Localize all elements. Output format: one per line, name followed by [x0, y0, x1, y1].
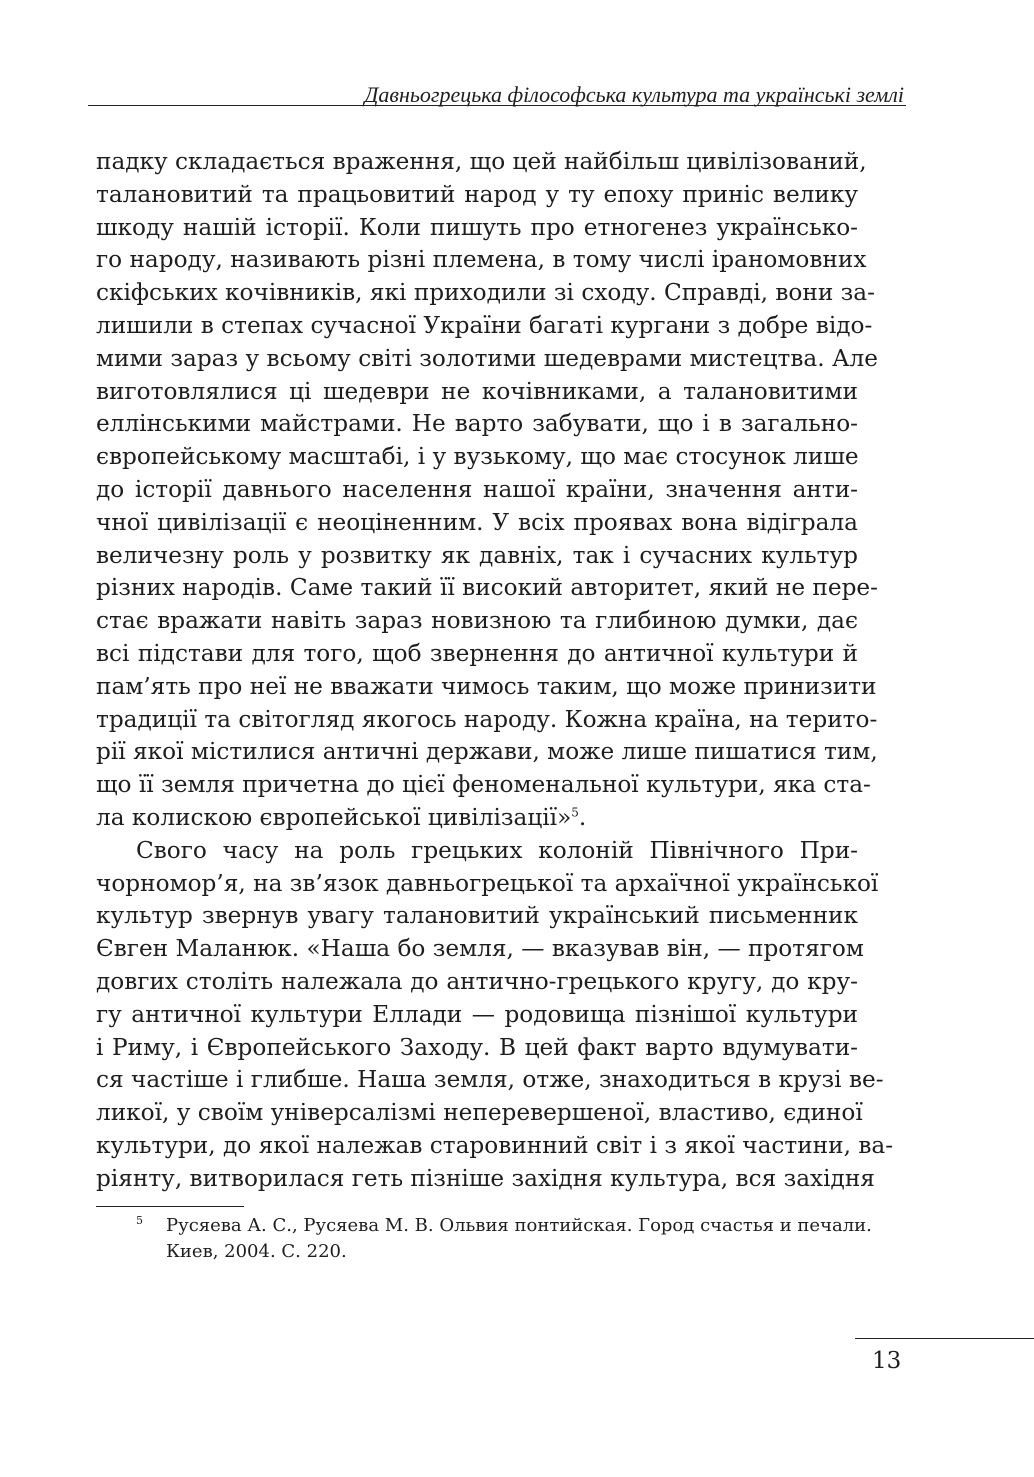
footnote-text: Русяева А. С., Русяева М. В. Ольвия понтийская. Город счастья и печали.: [166, 1215, 872, 1236]
text-line: еллінськими майстрами. Не варто забувати, що і в загально-: [96, 410, 858, 438]
text-line: падку складається враження, що цей найбільш цивілізований,: [96, 148, 867, 175]
sentence-period: .: [578, 803, 587, 831]
header-rule: [88, 105, 906, 106]
footnote-reference[interactable]: 5: [571, 805, 579, 820]
text-line: стає вражати навіть зараз новизною та глибиною думки, дає: [96, 607, 858, 635]
text-line: всі підстави для того, щоб звернення до античної культури й: [96, 639, 858, 667]
text-line: довгих століть належала до антично-грецького кругу, до кру-: [96, 967, 858, 995]
text-line: ла колискою європейської цивілізації»: [96, 803, 572, 831]
text-line: традиції та світогляд якогось народу. Кожна країна, на терито-: [96, 705, 878, 733]
text-line: чної цивілізації є неоціненним. У всіх проявах вона відіграла: [96, 508, 858, 536]
text-line: до історії давнього населення нашої країни, значення анти-: [96, 475, 858, 503]
text-line: що її земля причетна до цієї феноменальної культури, яка ста-: [96, 771, 871, 799]
text-line: виготовлялися ці шедеври не кочівниками, а талановитими: [96, 377, 858, 405]
main-text: [96, 146, 894, 1196]
text-line: пам’ять про неї не вважати чимось таким, що може принизити: [96, 672, 877, 700]
text-line: культури, до якої належав старовинний світ і з якої частини, ва-: [96, 1131, 894, 1159]
text-line: гу античної культури Еллади — родовища пізнішої культури: [96, 1000, 858, 1028]
paragraph-end-line: [96, 802, 858, 835]
text-line: шкоду нашій історії. Коли пишуть про етногенез українсько-: [96, 213, 858, 241]
text-line: чорномор’я, на зв’язок давньогрецької та архаїчної української: [96, 869, 879, 897]
footnote: [96, 1213, 872, 1265]
text-line: рії якої містилися античні держави, може лише пишатися тим,: [96, 738, 878, 766]
text-line: го народу, називають різні племена, в тому числі іраномовних: [96, 246, 867, 274]
text-line: ликої, у своїм універсалізмі неперевершеної, властиво, єдиної: [96, 1099, 863, 1127]
text-line: лишили в степах сучасної України багаті кургани з добре відо-: [96, 311, 873, 339]
text-line: ся частіше і глибше. Наша земля, отже, знаходиться в крузі ве-: [96, 1066, 884, 1094]
text-line: і Риму, і Європейського Заходу. В цей факт варто вдумувати-: [96, 1033, 858, 1061]
text-line: ріянту, витворилася геть пізніше західня культура, вся західня: [96, 1164, 875, 1192]
paragraph-first-line: Свого часу на роль грецьких колоній Північного При-: [136, 836, 858, 864]
text-line: культур звернув увагу талановитий український письменник: [96, 902, 858, 930]
footnote-line: 5 Русяева А. С., Русяева М. В. Ольвия понтийская. Город счастья и печали.: [136, 1214, 872, 1236]
running-header: Давньогрецька філософська культура та українські землі: [364, 82, 904, 107]
page-number: 13: [872, 1348, 902, 1374]
text-line: скіфських кочівників, які приходили зі сходу. Справді, вони за-: [96, 279, 875, 307]
footnote-line: Киев, 2004. С. 220.: [166, 1241, 347, 1262]
text-line: Євген Маланюк. «Наша бо земля, — вказував він, — протягом: [96, 935, 864, 963]
text-line: величезну роль у розвитку як давніх, так і сучасних культур: [96, 541, 858, 569]
text-line: мими зараз у всьому світі золотими шедеврами мистецтва. Але: [96, 344, 878, 372]
text-line: талановитий та працьовитий народ у ту епоху приніс велику: [96, 180, 858, 208]
text-line: європейському масштабі, і у вузькому, що має стосунок лише: [96, 443, 859, 471]
footnote-separator: [96, 1206, 244, 1207]
page-number-rule: [855, 1338, 1034, 1339]
text-line: різних народів. Саме такий її високий авторитет, який не пере-: [96, 574, 878, 602]
